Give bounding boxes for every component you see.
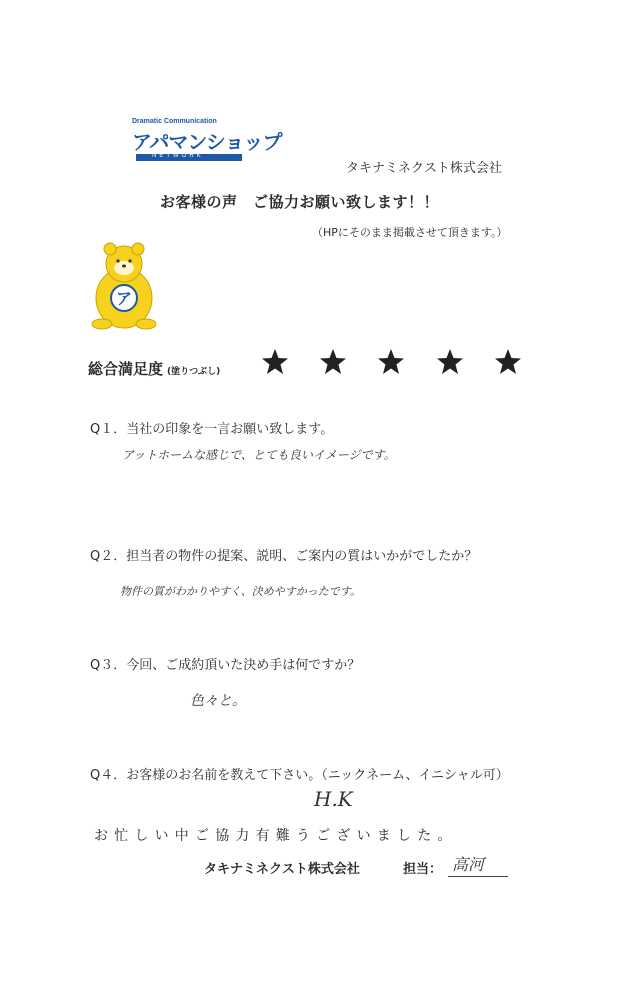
page-title: お客様の声 ご協力お願い致します！！ bbox=[160, 193, 440, 211]
rating-label bbox=[88, 358, 220, 379]
question-2: Q２．担当者の物件の提案、説明、ご案内の質はいかがでしたか？ bbox=[90, 549, 478, 564]
question-4: Q４．お客様のお名前を教えて下さい。（ニックネーム、イニシャル可） bbox=[90, 768, 509, 783]
staff-signature: 高河 bbox=[452, 855, 485, 874]
footer-company: タキナミネクスト株式会社 bbox=[204, 862, 360, 877]
logo-tagline: Dramatic Communication bbox=[132, 118, 217, 125]
answer-3: 色々と。 bbox=[190, 693, 246, 709]
rating-sub-label: (塗りつぶし) bbox=[167, 367, 221, 377]
company-name: タキナミネクスト株式会社 bbox=[346, 161, 502, 176]
question-1: Q１．当社の印象を一言お願い致します。 bbox=[90, 422, 334, 437]
star-icon bbox=[436, 348, 464, 376]
question-3: Q３．今回、ご成約頂いた決め手は何ですか？ bbox=[90, 658, 361, 673]
answer-2: 物件の質がわかりやすく、決めやすかったです。 bbox=[120, 585, 361, 598]
star-icon bbox=[261, 348, 289, 376]
star-icon bbox=[319, 348, 347, 376]
logo-sub: NETWORK bbox=[152, 153, 204, 159]
answer-4: H.K bbox=[314, 787, 353, 811]
answer-1: アットホームな感じで、とても良いイメージです。 bbox=[122, 448, 396, 462]
star-icon bbox=[377, 348, 405, 376]
mascot-letter: ア bbox=[115, 289, 133, 308]
staff-label: 担当： bbox=[403, 862, 443, 877]
apamanshop-logo bbox=[132, 118, 282, 168]
logo-name: アパマンショップ bbox=[132, 130, 282, 154]
mascot-bear-icon bbox=[88, 240, 160, 332]
publish-note: （HPにそのまま掲載させて頂きます。） bbox=[312, 226, 508, 239]
star-icon bbox=[494, 348, 522, 376]
rating-main-label: 総合満足度 bbox=[88, 360, 164, 378]
thanks-message: お忙しい中ご協力有難うございました。 bbox=[94, 828, 458, 844]
signature-line bbox=[448, 876, 508, 877]
